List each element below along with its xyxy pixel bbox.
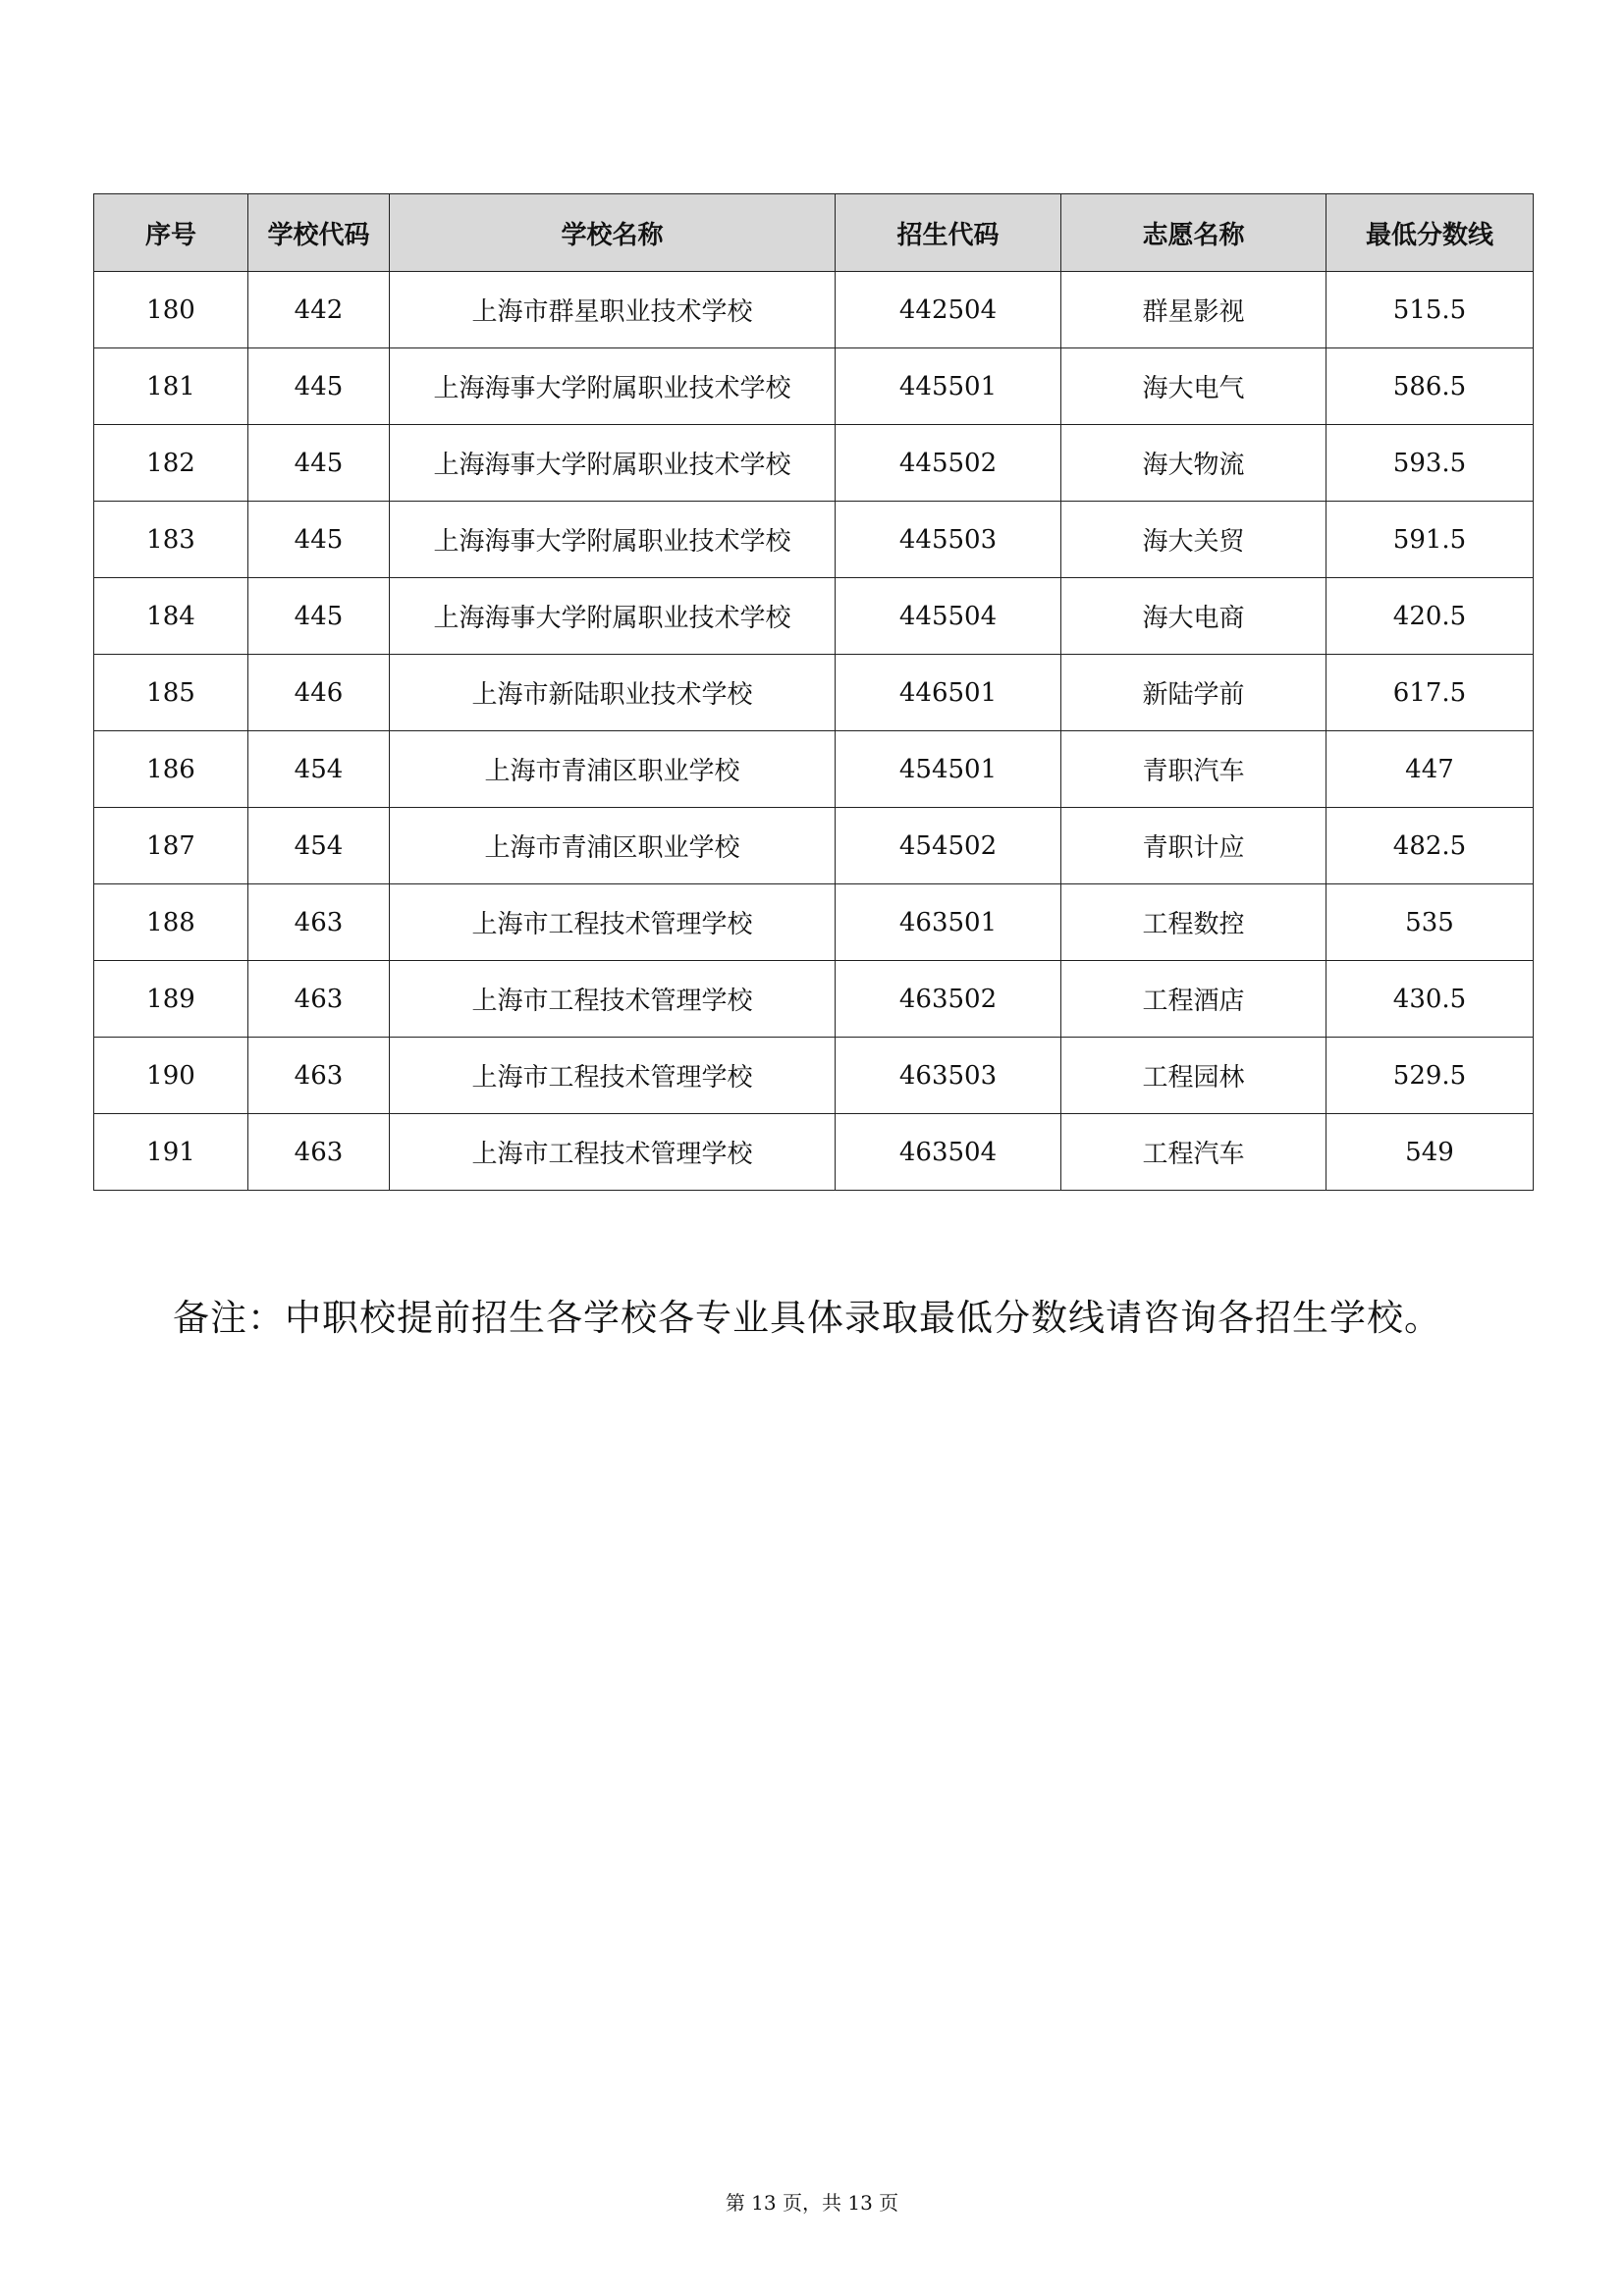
cell-serial: 188 xyxy=(94,884,248,961)
cell-min-score: 515.5 xyxy=(1326,272,1534,348)
cell-enroll-code: 463502 xyxy=(836,961,1061,1038)
table-row xyxy=(94,348,1534,425)
table-row xyxy=(94,425,1534,502)
cell-serial: 182 xyxy=(94,425,248,502)
admission-score-table xyxy=(93,193,1534,1191)
table-row xyxy=(94,731,1534,808)
table-row xyxy=(94,808,1534,884)
cell-serial: 184 xyxy=(94,578,248,655)
cell-school-name: 上海市工程技术管理学校 xyxy=(390,1038,836,1114)
cell-enroll-code: 445503 xyxy=(836,502,1061,578)
cell-enroll-code: 463504 xyxy=(836,1114,1061,1191)
cell-enroll-code: 445501 xyxy=(836,348,1061,425)
cell-min-score: 535 xyxy=(1326,884,1534,961)
header-serial: 序号 xyxy=(94,194,248,272)
cell-school-name: 上海市工程技术管理学校 xyxy=(390,1114,836,1191)
cell-program-name: 青职汽车 xyxy=(1061,731,1326,808)
cell-program-name: 工程汽车 xyxy=(1061,1114,1326,1191)
cell-min-score: 593.5 xyxy=(1326,425,1534,502)
table-row xyxy=(94,961,1534,1038)
cell-min-score: 617.5 xyxy=(1326,655,1534,731)
cell-min-score: 549 xyxy=(1326,1114,1534,1191)
cell-serial: 183 xyxy=(94,502,248,578)
cell-min-score: 586.5 xyxy=(1326,348,1534,425)
table-row xyxy=(94,272,1534,348)
header-program-name: 志愿名称 xyxy=(1061,194,1326,272)
table-row xyxy=(94,502,1534,578)
table-row xyxy=(94,1114,1534,1191)
table-row xyxy=(94,1038,1534,1114)
cell-min-score: 591.5 xyxy=(1326,502,1534,578)
cell-enroll-code: 442504 xyxy=(836,272,1061,348)
table-row xyxy=(94,578,1534,655)
table-body xyxy=(94,272,1534,1191)
cell-school-code: 454 xyxy=(248,808,390,884)
cell-program-name: 工程酒店 xyxy=(1061,961,1326,1038)
remark-note: 备注：中职校提前招生各学校各专业具体录取最低分数线请咨询各招生学校。 xyxy=(173,1297,1441,1339)
table-row xyxy=(94,655,1534,731)
cell-serial: 190 xyxy=(94,1038,248,1114)
cell-enroll-code: 463503 xyxy=(836,1038,1061,1114)
cell-school-code: 463 xyxy=(248,1038,390,1114)
cell-serial: 191 xyxy=(94,1114,248,1191)
cell-program-name: 海大物流 xyxy=(1061,425,1326,502)
cell-serial: 181 xyxy=(94,348,248,425)
cell-program-name: 工程数控 xyxy=(1061,884,1326,961)
cell-min-score: 482.5 xyxy=(1326,808,1534,884)
cell-enroll-code: 445504 xyxy=(836,578,1061,655)
cell-school-code: 446 xyxy=(248,655,390,731)
cell-program-name: 海大关贸 xyxy=(1061,502,1326,578)
header-min-score: 最低分数线 xyxy=(1326,194,1534,272)
cell-enroll-code: 445502 xyxy=(836,425,1061,502)
cell-program-name: 新陆学前 xyxy=(1061,655,1326,731)
header-school-name: 学校名称 xyxy=(390,194,836,272)
cell-enroll-code: 454502 xyxy=(836,808,1061,884)
cell-school-code: 442 xyxy=(248,272,390,348)
cell-school-code: 463 xyxy=(248,961,390,1038)
cell-school-name: 上海市工程技术管理学校 xyxy=(390,961,836,1038)
cell-program-name: 海大电商 xyxy=(1061,578,1326,655)
cell-min-score: 447 xyxy=(1326,731,1534,808)
cell-min-score: 420.5 xyxy=(1326,578,1534,655)
cell-serial: 180 xyxy=(94,272,248,348)
cell-school-code: 445 xyxy=(248,348,390,425)
cell-enroll-code: 446501 xyxy=(836,655,1061,731)
cell-school-code: 445 xyxy=(248,578,390,655)
cell-serial: 187 xyxy=(94,808,248,884)
cell-school-name: 上海海事大学附属职业技术学校 xyxy=(390,425,836,502)
cell-school-name: 上海市工程技术管理学校 xyxy=(390,884,836,961)
cell-school-name: 上海海事大学附属职业技术学校 xyxy=(390,578,836,655)
cell-school-code: 454 xyxy=(248,731,390,808)
cell-min-score: 430.5 xyxy=(1326,961,1534,1038)
header-school-code: 学校代码 xyxy=(248,194,390,272)
table-row xyxy=(94,884,1534,961)
cell-program-name: 群星影视 xyxy=(1061,272,1326,348)
cell-school-name: 上海市群星职业技术学校 xyxy=(390,272,836,348)
cell-school-name: 上海市青浦区职业学校 xyxy=(390,731,836,808)
cell-serial: 186 xyxy=(94,731,248,808)
cell-school-name: 上海海事大学附属职业技术学校 xyxy=(390,348,836,425)
page-footer: 第 13 页，共 13 页 xyxy=(725,2191,899,2215)
header-enroll-code: 招生代码 xyxy=(836,194,1061,272)
cell-enroll-code: 454501 xyxy=(836,731,1061,808)
cell-school-name: 上海海事大学附属职业技术学校 xyxy=(390,502,836,578)
cell-school-name: 上海市新陆职业技术学校 xyxy=(390,655,836,731)
cell-program-name: 工程园林 xyxy=(1061,1038,1326,1114)
cell-school-code: 463 xyxy=(248,884,390,961)
table-header-row xyxy=(94,194,1534,272)
cell-program-name: 青职计应 xyxy=(1061,808,1326,884)
cell-enroll-code: 463501 xyxy=(836,884,1061,961)
cell-school-code: 445 xyxy=(248,425,390,502)
cell-min-score: 529.5 xyxy=(1326,1038,1534,1114)
cell-school-code: 445 xyxy=(248,502,390,578)
cell-school-name: 上海市青浦区职业学校 xyxy=(390,808,836,884)
cell-serial: 189 xyxy=(94,961,248,1038)
cell-serial: 185 xyxy=(94,655,248,731)
cell-program-name: 海大电气 xyxy=(1061,348,1326,425)
cell-school-code: 463 xyxy=(248,1114,390,1191)
